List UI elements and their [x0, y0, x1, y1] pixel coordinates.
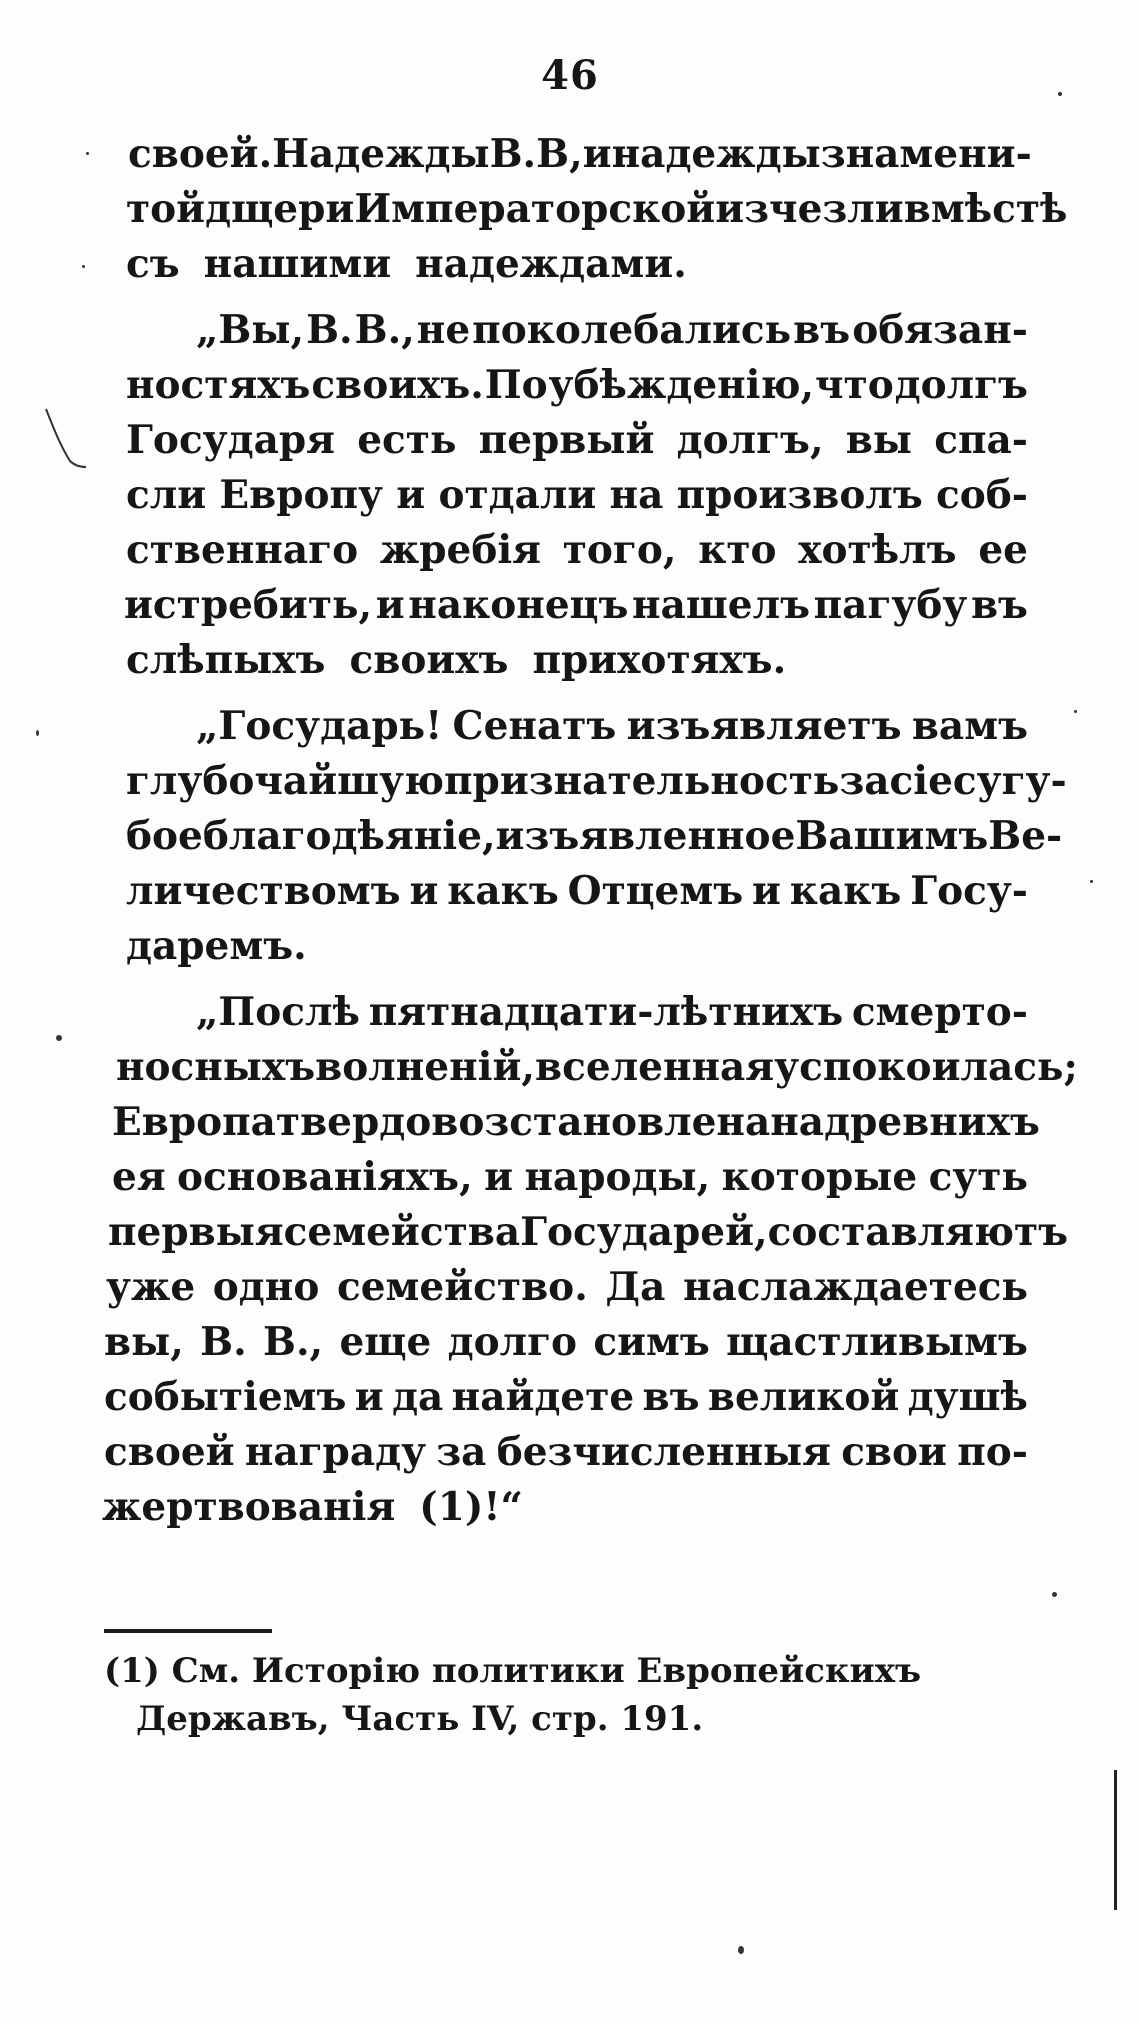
- speck: [1074, 710, 1077, 713]
- speck: [1058, 92, 1062, 96]
- text-line: даремъ.: [126, 923, 307, 969]
- text-line: „Государь! Сенатъ изъявляетъ вамъ: [196, 703, 1028, 749]
- text-line: вы, В. В., еще долго симъ щастливымъ: [104, 1319, 1028, 1365]
- text-line: сли Европу и отдали на произволъ соб-: [126, 472, 1028, 518]
- text-line: Европа твердо возстановлена на древнихъ: [112, 1099, 1040, 1145]
- text-line: событіемъ и да найдете въ великой душѣ: [104, 1374, 1028, 1420]
- speck: [86, 152, 89, 155]
- text-line: Государя есть первый долгъ, вы спа-: [126, 417, 1028, 463]
- margin-pencil-mark: [40, 405, 90, 475]
- edge-line: [1114, 1770, 1117, 1910]
- speck: [56, 1035, 62, 1041]
- speck: [1052, 1592, 1057, 1597]
- text-line: уже одно семейство. Да наслаждаетесь: [106, 1264, 1028, 1310]
- speck: [82, 265, 85, 268]
- text-line: ея основаніяхъ, и народы, которые суть: [112, 1154, 1028, 1200]
- footnote-line: Державъ, Часть IV, стр. 191.: [136, 1699, 704, 1739]
- text-line: той дщери Императорской изчезли вмѣстѣ: [126, 186, 1068, 232]
- text-line: своей награду за безчисленныя свои по-: [104, 1429, 1028, 1475]
- text-line: глубочайшую признательность за сіе сугу-: [126, 758, 1067, 804]
- text-line: жертвованія (1)!“: [102, 1484, 523, 1530]
- page-number: 46: [541, 52, 599, 99]
- text-line: слѣпыхъ своихъ прихотяхъ.: [126, 637, 787, 683]
- speck: [738, 1946, 744, 1954]
- text-line: „Послѣ пятнадцати-лѣтнихъ смерто-: [196, 989, 1028, 1035]
- text-line: съ нашими надеждами.: [126, 241, 687, 287]
- text-line: ностяхъ своихъ. По убѣжденію, что долгъ: [126, 362, 1028, 408]
- text-line: истребить, и наконецъ нашелъ пагубу въ: [124, 582, 1028, 628]
- text-line: своей. Надежды В. В, и надежды знамени-: [128, 131, 1032, 177]
- text-line: „Вы, В. В., не поколебались въ обязан-: [196, 307, 1028, 353]
- footnote-divider: [104, 1629, 272, 1633]
- footnote-line: (1) См. Исторію политики Европейскихъ: [104, 1651, 922, 1691]
- text-line: бое благодѣяніе, изъявленное Вашимъ Ве-: [126, 813, 1063, 859]
- text-line: первыя семейства Государей, составляютъ: [108, 1209, 1069, 1255]
- text-line: носныхъ волненій, вселенная успокоилась;: [116, 1044, 1078, 1090]
- text-line: личествомъ и какъ Отцемъ и какъ Госу-: [126, 868, 1028, 914]
- text-line: ственнаго жребія того, кто хотѣлъ ее: [126, 527, 1028, 573]
- speck: [36, 730, 39, 736]
- speck: [1090, 880, 1093, 883]
